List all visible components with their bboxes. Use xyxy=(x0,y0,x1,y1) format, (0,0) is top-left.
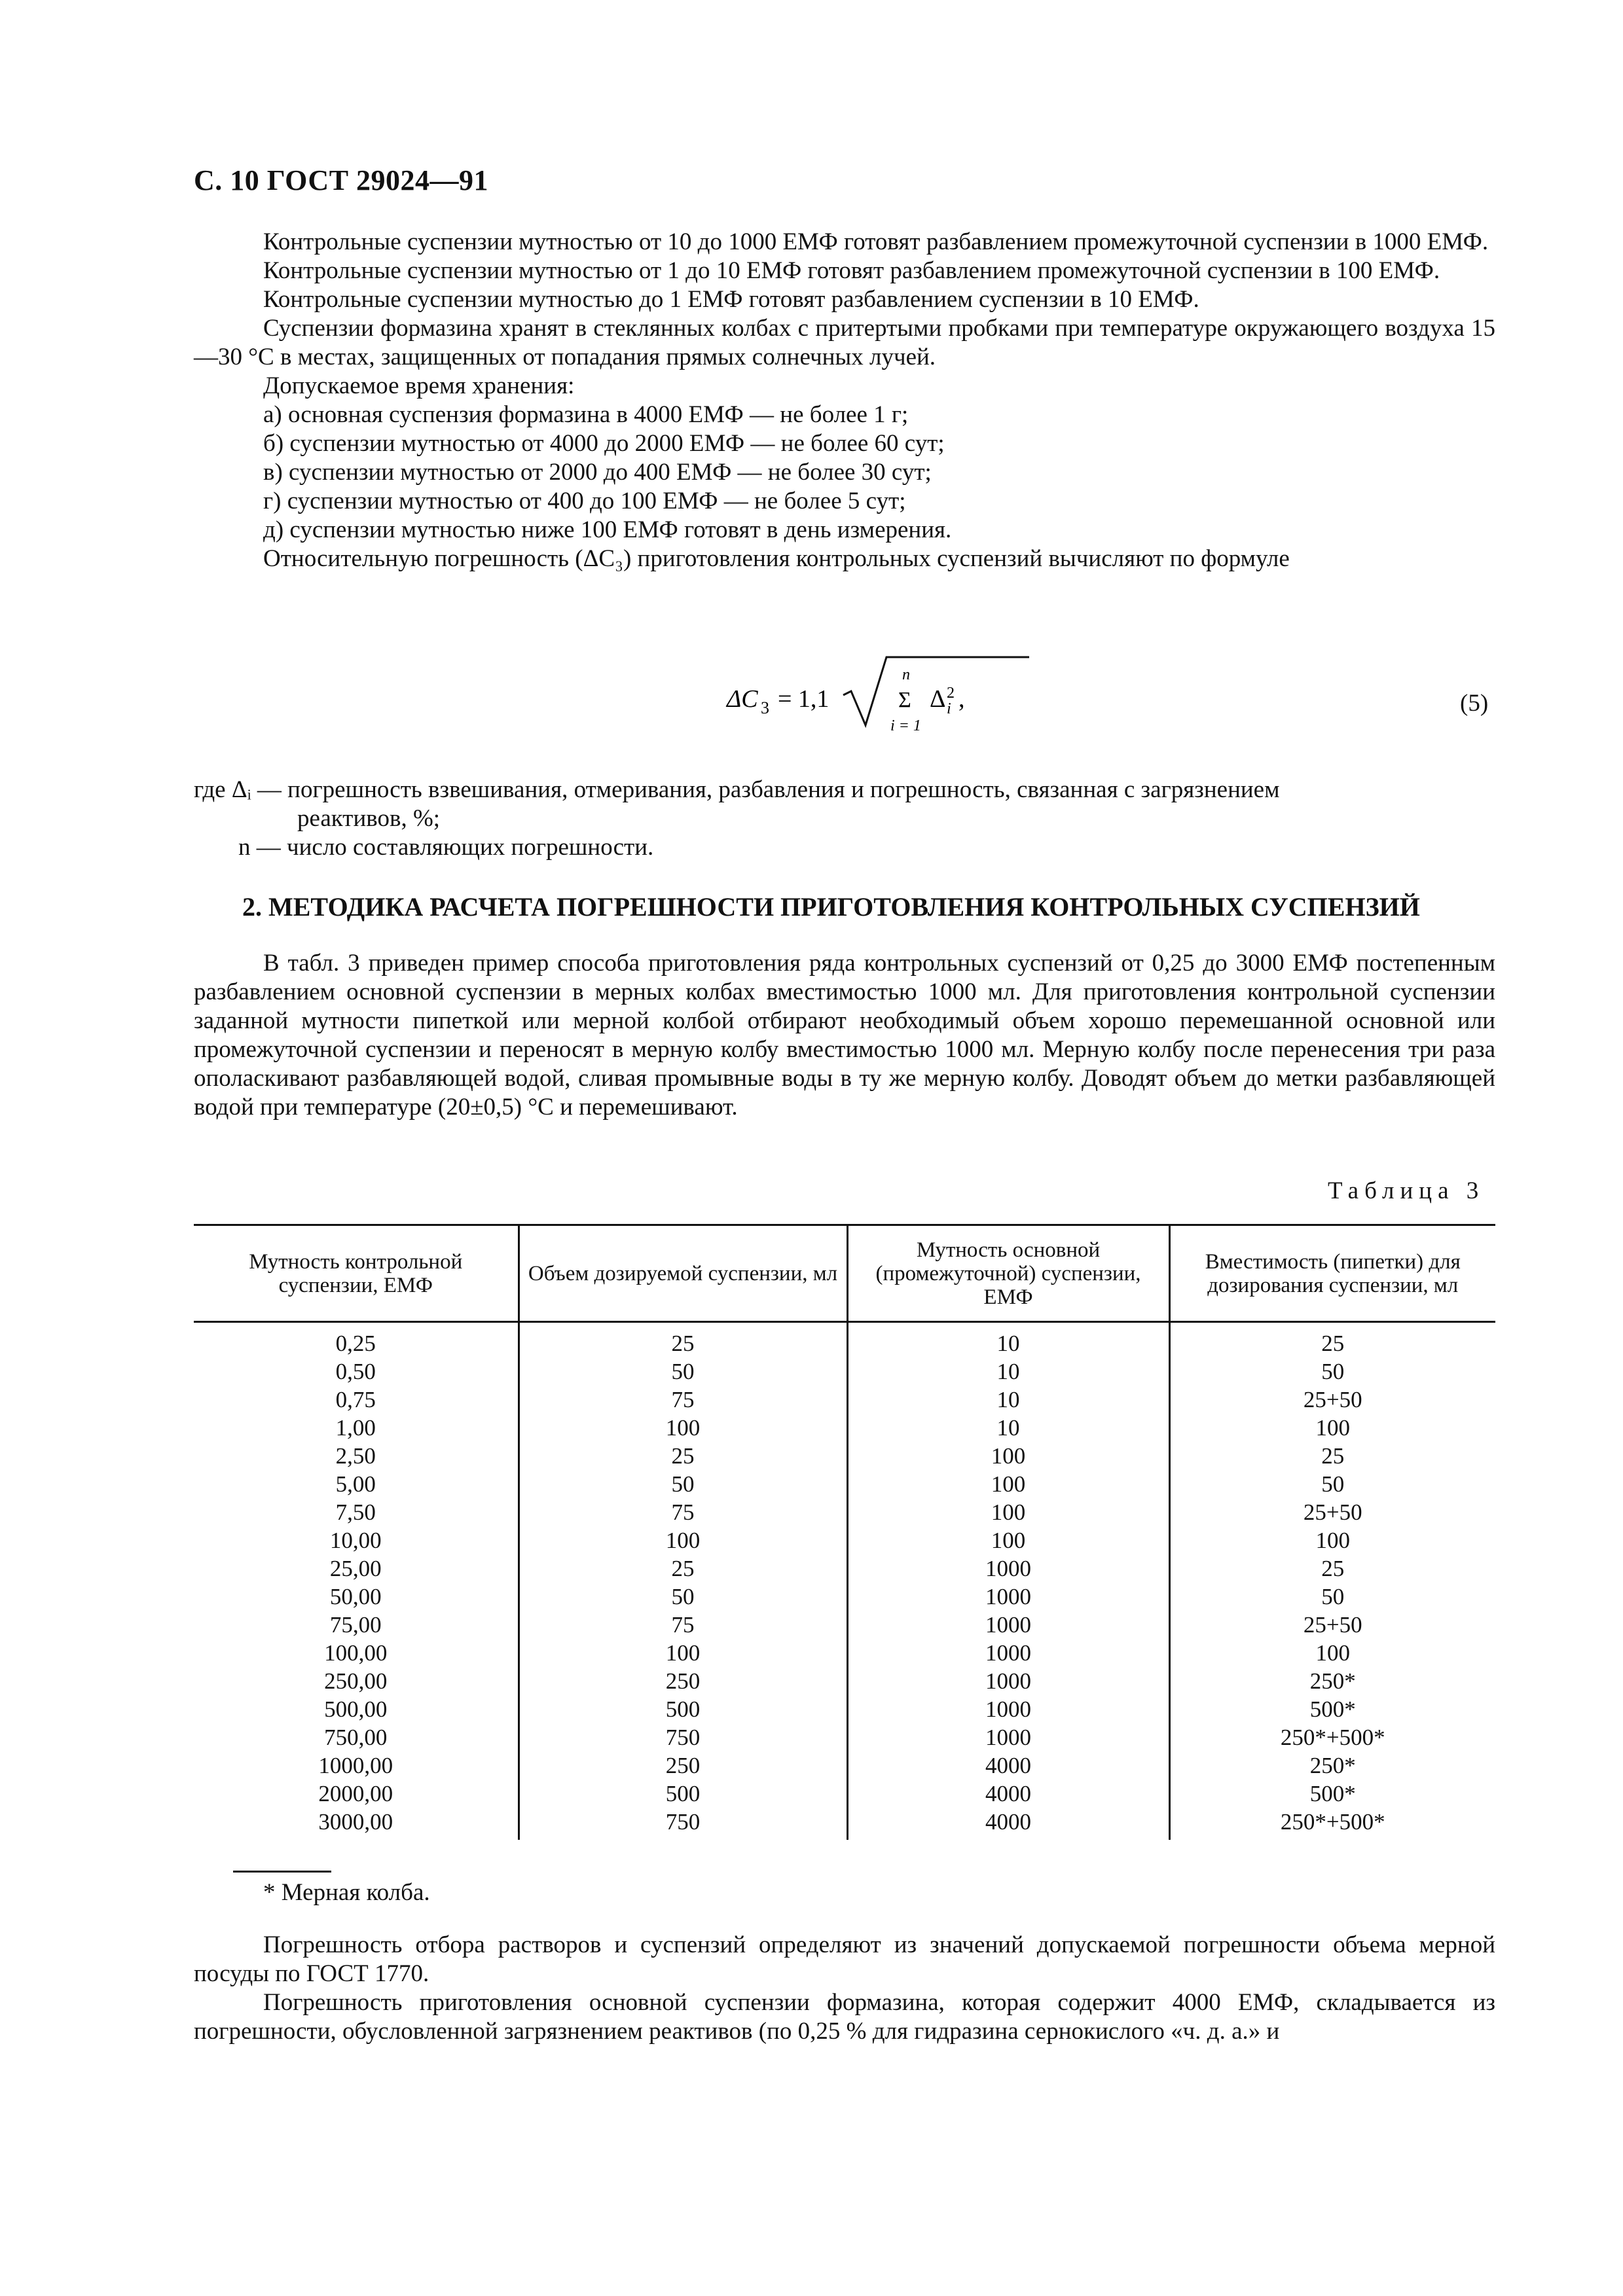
paragraph: В табл. 3 приведен пример способа приготовления ряда контрольных суспензий от 0,25 до 3000 ЕМФ постепенным разбавлением основной суспензии в мерных колбах вместимостью 1000 мл. Для приготовления контрольной суспензии заданной мутности пипеткой или мерной колбой отбирают необходимый объем хорошо перемешанной основной или промежуточной суспензии и переносят в мерную колбу вместимостью 1000 мл. Мерную колбу после перенесения три раза ополаскивают разбавляющей водой, сливая промывные воды в ту же мерную колбу. Доводят объем до метки разбавляющей водой при температуре (20±0,5) °С и перемешивают. xyxy=(194,950,1495,1121)
table-cell: 750,00 xyxy=(324,1725,388,1750)
table-cell: 250* xyxy=(1169,1751,1495,1780)
table-row xyxy=(194,1808,1495,1840)
table-cell: 50 xyxy=(1169,1583,1495,1611)
table-cell: 10 xyxy=(847,1357,1169,1386)
table-cell: 1000 xyxy=(847,1695,1169,1723)
table-row xyxy=(194,1751,1495,1780)
table-cell: 250,00 xyxy=(324,1668,388,1694)
table-cell: 250 xyxy=(519,1751,847,1780)
table-cell: 250*+500* xyxy=(1169,1808,1495,1840)
table-row xyxy=(194,1554,1495,1583)
table-cell: 1000 xyxy=(847,1611,1169,1639)
paragraph: Контрольные суспензии мутностью от 10 до 1000 ЕМФ готовят разбавлением промежуточной суспензии в 1000 ЕМФ. xyxy=(263,228,1489,255)
table-3 xyxy=(194,1224,1495,1840)
legend-delta-cont: реактивов, %; xyxy=(297,805,441,832)
formula-5 xyxy=(720,648,1048,746)
page-header: С. 10 ГОСТ 29024—91 xyxy=(194,164,489,196)
table-cell: 10 xyxy=(847,1414,1169,1442)
formula-eq: = 1,1 xyxy=(778,685,830,713)
table-cell: 7,50 xyxy=(335,1499,376,1525)
table-cell: 100 xyxy=(1169,1526,1495,1554)
table-cell: 75 xyxy=(519,1386,847,1414)
table-row xyxy=(194,1442,1495,1470)
table-cell: 100 xyxy=(519,1526,847,1554)
table-cell: 1000,00 xyxy=(318,1753,393,1778)
table-cell: 50,00 xyxy=(329,1584,382,1609)
storage-item: а) основная суспензия формазина в 4000 ЕМФ — не более 1 г; xyxy=(263,401,909,428)
table-cell: 1,00 xyxy=(335,1415,376,1441)
table-cell: 4000 xyxy=(847,1808,1169,1840)
table-footnote: * Мерная колба. xyxy=(263,1879,430,1906)
formula-number: (5) xyxy=(1460,690,1489,717)
table-row xyxy=(194,1583,1495,1611)
formula-term: Δ xyxy=(930,685,946,713)
table-cell: 25 xyxy=(1169,1554,1495,1583)
table-row xyxy=(194,1470,1495,1498)
table-cell: 100 xyxy=(847,1498,1169,1526)
table-cell: 100 xyxy=(1169,1414,1495,1442)
table-cell: 10,00 xyxy=(329,1528,382,1553)
table-cell: 1000 xyxy=(847,1583,1169,1611)
table-cell: 75,00 xyxy=(329,1612,382,1638)
table-cell: 50 xyxy=(1169,1470,1495,1498)
table-cell: 2,50 xyxy=(335,1443,376,1469)
table-row xyxy=(194,1526,1495,1554)
table-cell: 25 xyxy=(519,1442,847,1470)
column-header: Мутность основной (промежуточной) суспензии, ЕМФ xyxy=(847,1225,1169,1322)
paragraph: Суспензии формазина хранят в стеклянных колбах с притертыми пробками при температуре окружающего воздуха 15—30 °С в местах, защищенных от попадания прямых солнечных лучей. xyxy=(194,315,1495,370)
paragraph: Контрольные суспензии мутностью от 1 до 10 ЕМФ готовят разбавлением промежуточной суспензии в 100 ЕМФ. xyxy=(263,257,1440,284)
sum-upper-limit: n xyxy=(902,666,910,683)
table-cell: 100 xyxy=(847,1526,1169,1554)
legend-delta: где Δᵢ — погрешность взвешивания, отмеривания, разбавления и погрешность, связанная с загрязнением xyxy=(194,776,1280,803)
legend-n: n — число составляющих погрешности. xyxy=(238,834,654,861)
formula-term-sub: i xyxy=(947,700,951,717)
formula-lhs-sub: 3 xyxy=(761,698,769,717)
formula-legend xyxy=(194,776,1495,862)
table-cell: 50 xyxy=(519,1470,847,1498)
table-cell: 50 xyxy=(1169,1357,1495,1386)
table-header-row xyxy=(194,1225,1495,1322)
paragraph: Контрольные суспензии мутностью до 1 ЕМФ готовят разбавлением суспензии в 10 ЕМФ. xyxy=(263,286,1199,313)
table-cell: 0,50 xyxy=(335,1359,376,1384)
table-cell: 50 xyxy=(519,1583,847,1611)
table-body xyxy=(194,1322,1495,1840)
formula-term-sup: 2 xyxy=(947,685,955,702)
table-cell: 500* xyxy=(1169,1780,1495,1808)
table-cell: 50 xyxy=(519,1357,847,1386)
table-cell: 0,75 xyxy=(335,1387,376,1412)
table-cell: 25+50 xyxy=(1169,1386,1495,1414)
table-caption: Таблица 3 xyxy=(1328,1177,1485,1204)
bottom-text-block xyxy=(194,1931,1495,2046)
table-cell: 75 xyxy=(519,1611,847,1639)
table-cell: 2000,00 xyxy=(318,1781,393,1806)
table-cell: 500,00 xyxy=(324,1696,388,1722)
paragraph: Погрешность приготовления основной суспензии формазина, которая содержит 4000 ЕМФ, складывается из погрешности, обусловленной загрязнением реактивов (по 0,25 % для гидразина сернокислого «ч. д. а.» и xyxy=(194,1989,1495,2045)
table-row xyxy=(194,1639,1495,1667)
sum-sign: Σ xyxy=(898,688,911,712)
storage-intro: Допускаемое время хранения: xyxy=(263,372,575,399)
table-cell: 3000,00 xyxy=(318,1809,393,1835)
table-cell: 100,00 xyxy=(324,1640,388,1666)
table-cell: 0,25 xyxy=(335,1331,376,1356)
table-cell: 500 xyxy=(519,1780,847,1808)
table-row xyxy=(194,1322,1495,1358)
table-cell: 75 xyxy=(519,1498,847,1526)
table-cell: 500* xyxy=(1169,1695,1495,1723)
formula-comma: , xyxy=(958,685,965,713)
table-row xyxy=(194,1780,1495,1808)
section-title: 2. МЕТОДИКА РАСЧЕТА ПОГРЕШНОСТИ ПРИГОТОВЛЕНИЯ КОНТРОЛЬНЫХ СУСПЕНЗИЙ xyxy=(242,892,1420,922)
table-row xyxy=(194,1667,1495,1695)
storage-item: г) суспензии мутностью от 400 до 100 ЕМФ — не более 5 сут; xyxy=(263,488,906,514)
table-cell: 25 xyxy=(1169,1322,1495,1358)
table-cell: 500 xyxy=(519,1695,847,1723)
formula-intro: Относительную погрешность (ΔC₃) приготовления контрольных суспензий вычисляют по формуле xyxy=(263,545,1290,572)
table-cell: 1000 xyxy=(847,1723,1169,1751)
storage-item: в) суспензии мутностью от 2000 до 400 ЕМФ — не более 30 сут; xyxy=(263,459,932,486)
table-cell: 250 xyxy=(519,1667,847,1695)
table-row xyxy=(194,1695,1495,1723)
table-row xyxy=(194,1386,1495,1414)
storage-item: д) суспензии мутностью ниже 100 ЕМФ готовят в день измерения. xyxy=(263,516,952,543)
table-cell: 25 xyxy=(1169,1442,1495,1470)
sum-lower-limit: i = 1 xyxy=(890,717,921,734)
table-cell: 100 xyxy=(847,1442,1169,1470)
table-cell: 100 xyxy=(1169,1639,1495,1667)
table-cell: 5,00 xyxy=(335,1471,376,1497)
table-cell: 25 xyxy=(519,1322,847,1358)
formula-svg xyxy=(720,648,1048,746)
storage-item: б) суспензии мутностью от 4000 до 2000 ЕМФ — не более 60 сут; xyxy=(263,430,945,457)
table-cell: 4000 xyxy=(847,1780,1169,1808)
section-text-block xyxy=(194,949,1495,1122)
table-row xyxy=(194,1357,1495,1386)
table-row xyxy=(194,1498,1495,1526)
formula-lhs: ΔC xyxy=(727,685,758,713)
top-text-block xyxy=(194,228,1495,573)
table-row xyxy=(194,1414,1495,1442)
table-cell: 250* xyxy=(1169,1667,1495,1695)
table-cell: 1000 xyxy=(847,1667,1169,1695)
column-header: Объем дозируемой суспензии, мл xyxy=(519,1225,847,1322)
table-row xyxy=(194,1723,1495,1751)
table-cell: 250*+500* xyxy=(1169,1723,1495,1751)
table-cell: 10 xyxy=(847,1322,1169,1358)
table-cell: 750 xyxy=(519,1723,847,1751)
column-header: Мутность контрольной суспензии, ЕМФ xyxy=(194,1225,519,1322)
column-header: Вместимость (пипетки) для дозирования суспензии, мл xyxy=(1169,1225,1495,1322)
table-cell: 25 xyxy=(519,1554,847,1583)
table-cell: 750 xyxy=(519,1808,847,1840)
paragraph: Погрешность отбора растворов и суспензий определяют из значений допускаемой погрешности объема мерной посуды по ГОСТ 1770. xyxy=(194,1931,1495,1987)
table-cell: 4000 xyxy=(847,1751,1169,1780)
table-cell: 100 xyxy=(519,1414,847,1442)
table-row xyxy=(194,1611,1495,1639)
table-cell: 100 xyxy=(519,1639,847,1667)
footnote-rule xyxy=(233,1871,331,1873)
table-cell: 1000 xyxy=(847,1554,1169,1583)
table-cell: 25+50 xyxy=(1169,1611,1495,1639)
table-cell: 1000 xyxy=(847,1639,1169,1667)
table-cell: 10 xyxy=(847,1386,1169,1414)
table-cell: 100 xyxy=(847,1470,1169,1498)
table-cell: 25+50 xyxy=(1169,1498,1495,1526)
table-cell: 25,00 xyxy=(329,1556,382,1581)
